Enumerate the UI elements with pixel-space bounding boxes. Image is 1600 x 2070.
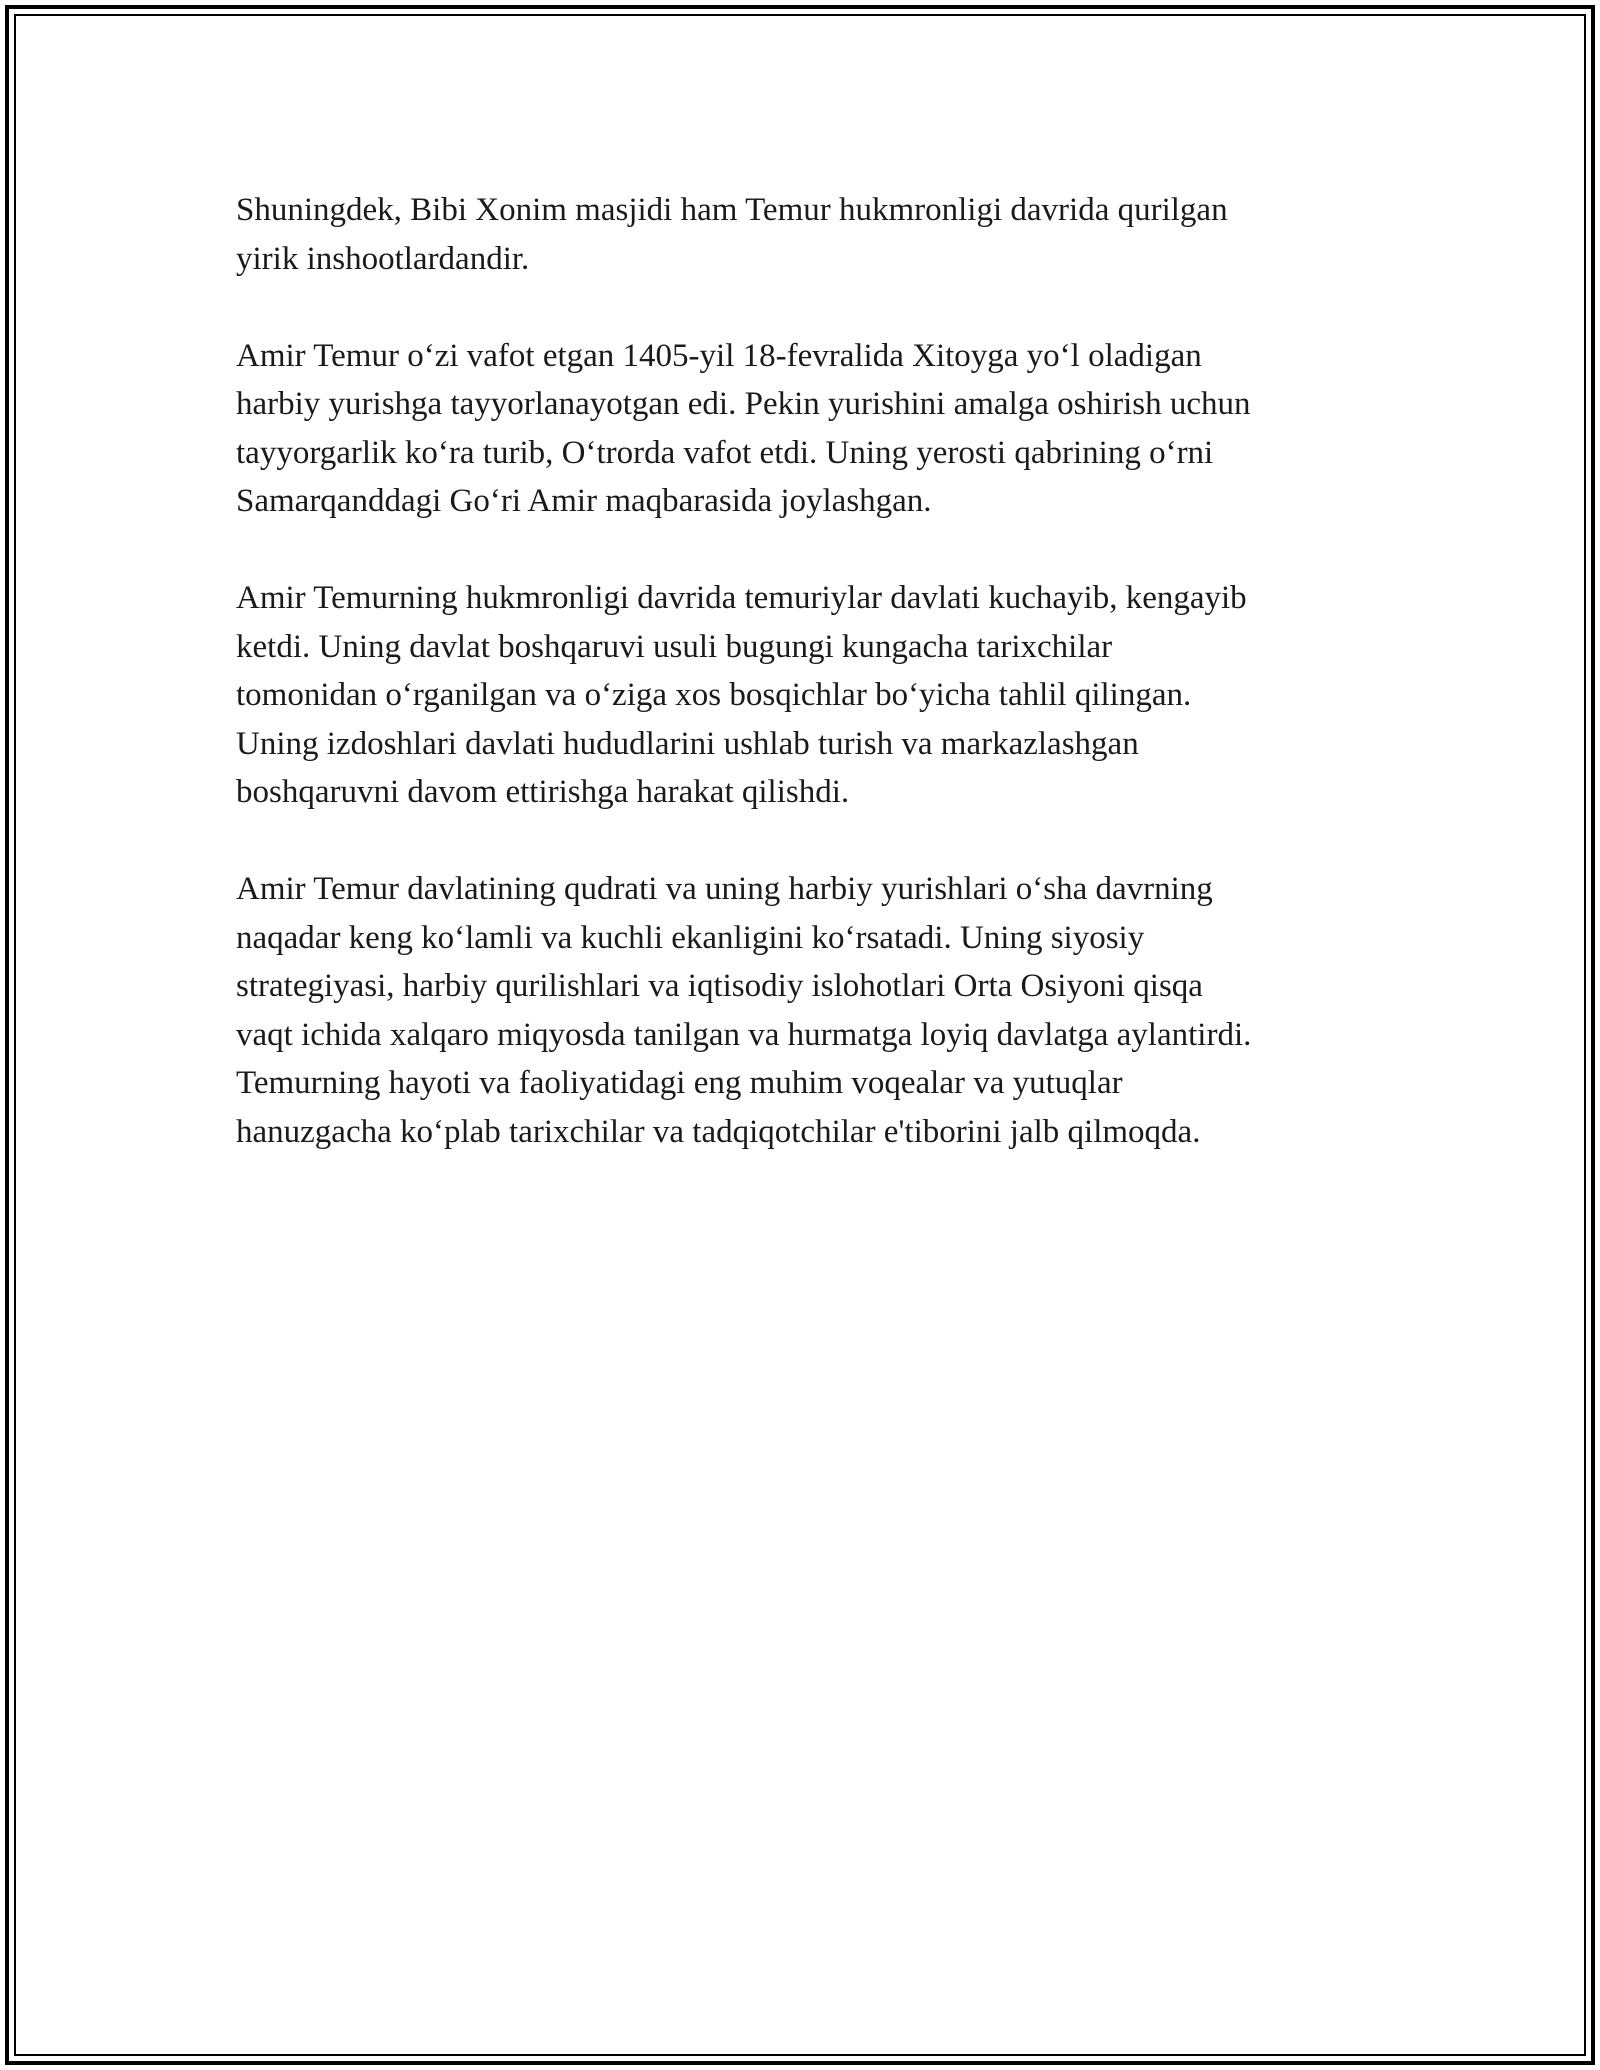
paragraph-bibi-xonim: Shuningdek, Bibi Xonim masjidi ham Temur hukmronligi davrida qurilgan yirik inshootlardandir. xyxy=(236,192,1228,277)
paragraph-temurid-state: Amir Temurning hukmronligi davrida temuriylar davlati kuchayib, kengayib ketdi. Uning davlat boshqaruvi usuli bugungi kungacha tarixchilar tomonidan o‘rganilgan va o‘ziga xos bosqichlar bo‘yicha tahlil qilingan. Uning izdoshlari davlati hududlarini ushlab turish va markazlashgan boshqaruvni davom ettirishga harakat qilishdi. xyxy=(236,580,1247,810)
paragraph-temur-death: Amir Temur o‘zi vafot etgan 1405-yil 18-fevralida Xitoyga yo‘l oladigan harbiy yurishga tayyorlanayotgan edi. Pekin yurishini amalga oshirish uchun tayyorgarlik ko‘ra turib, O‘trorda vafot etdi. Uning yerosti qabrining o‘rni Samarqanddagi Go‘ri Amir maqbarasida joylashgan. xyxy=(236,337,1251,519)
document-body xyxy=(236,186,1376,1205)
paragraph-temur-legacy: Amir Temur davlatining qudrati va uning harbiy yurishlari o‘sha davrning naqadar keng ko‘lamli va kuchli ekanligini ko‘rsatadi. Uning siyosiy strategiyasi, harbiy qurilishlari va iqtisodiy islohotlari Orta Osiyoni qisqa vaqt ichida xalqaro miqyosda tanilgan va hurmatga loyiq davlatga aylantirdi. Temurning hayoti va faoliyatidagi eng muhim voqealar va yutuqlar hanuzgacha ko‘plab tarixchilar va tadqiqotchilar e'tiborini jalb qilmoqda. xyxy=(236,871,1252,1150)
